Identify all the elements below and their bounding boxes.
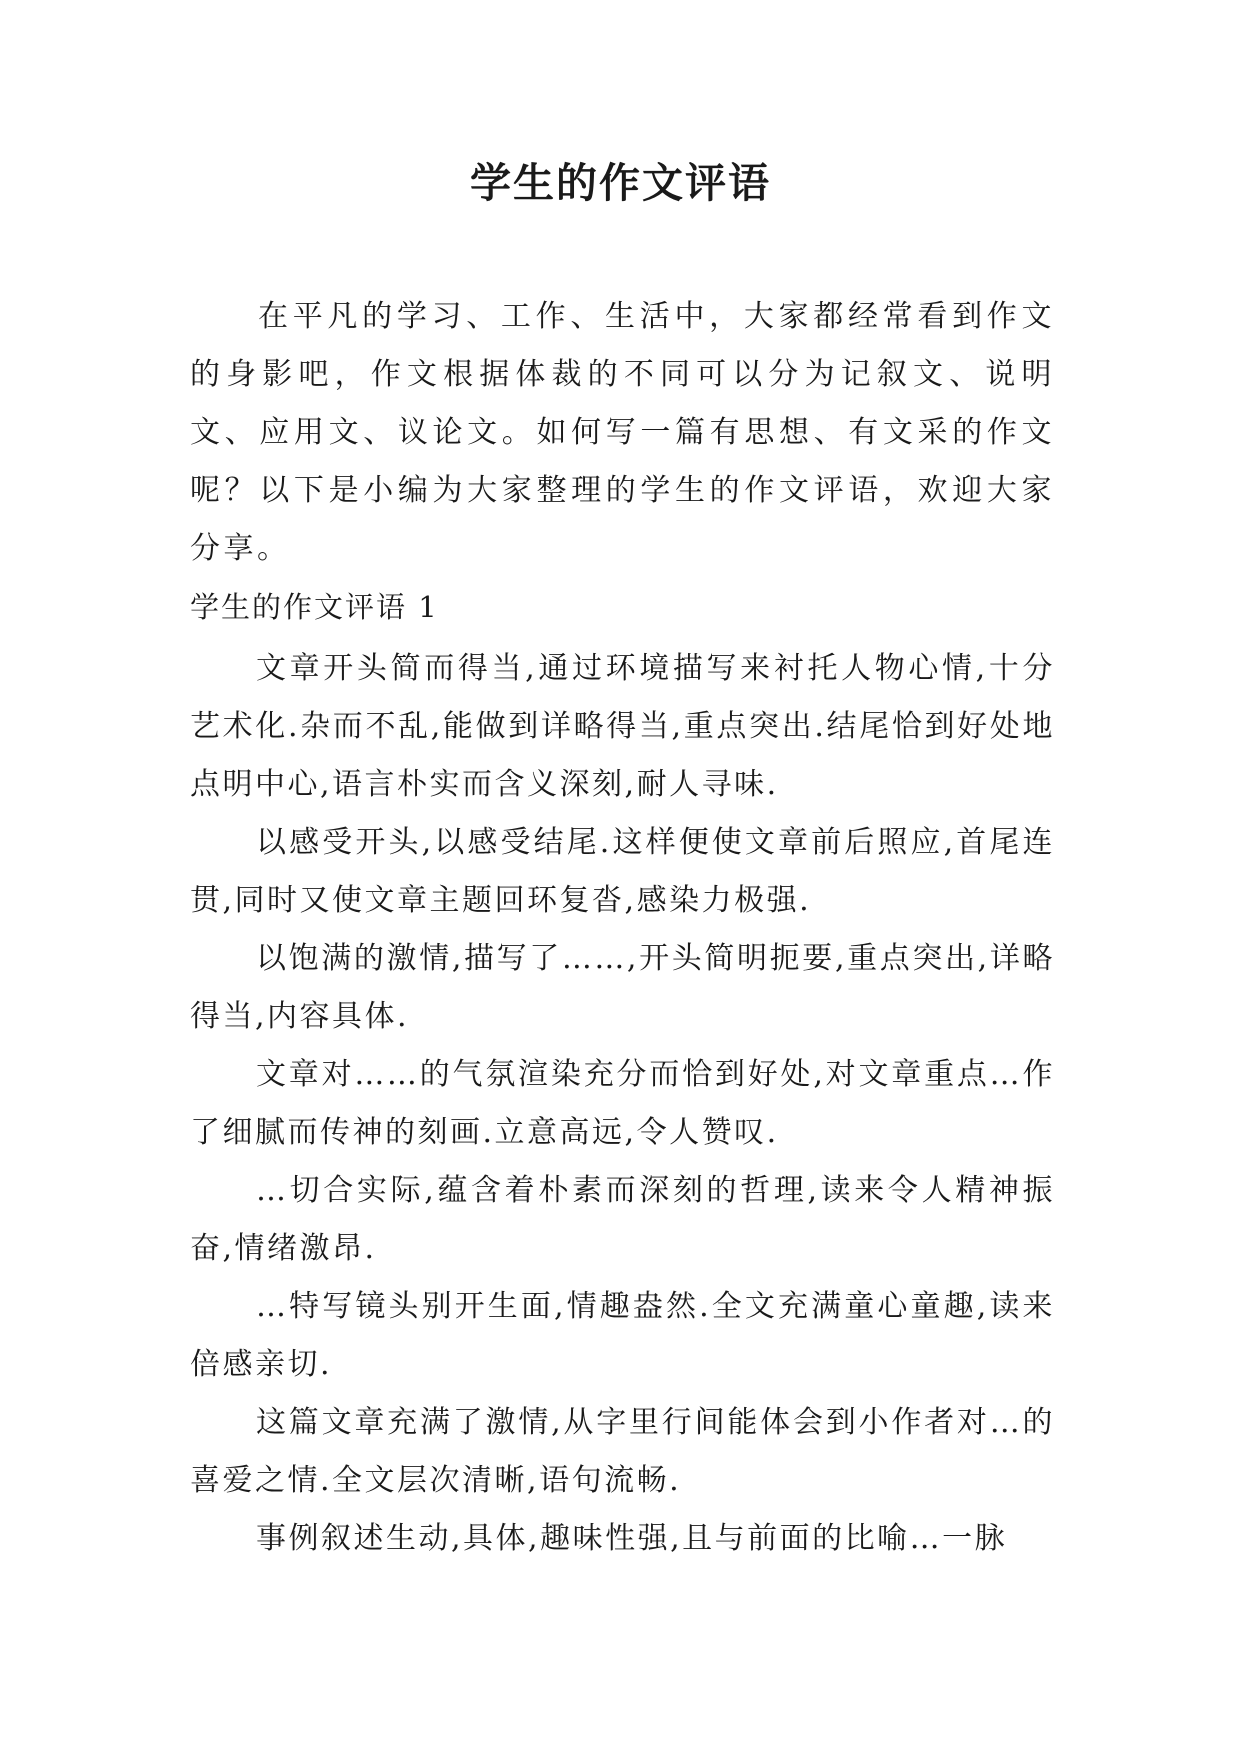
comment-paragraph-6: …特写镜头别开生面,情趣盎然.全文充满童心童趣,读来倍感亲切.: [190, 1289, 1055, 1382]
comment-paragraph-5: …切合实际,蕴含着朴素而深刻的哲理,读来令人精神振奋,情绪激昂.: [190, 1173, 1055, 1266]
intro-paragraph: 在平凡的学习、工作、生活中，大家都经常看到作文的身影吧，作文根据体裁的不同可以分为记叙文、说明文、应用文、议论文。如何写一篇有思想、有文采的作文呢？以下是小编为大家整理的学生的作文评语，欢迎大家分享。: [190, 299, 1055, 566]
comment-paragraph-8: 事例叙述生动,具体,趣味性强,且与前面的比喻…一脉: [256, 1521, 1008, 1556]
comment-paragraph-1: 文章开头简而得当,通过环境描写来衬托人物心情,十分艺术化.杂而不乱,能做到详略得当,重点突出.结尾恰到好处地点明中心,语言朴实而含义深刻,耐人寻味.: [190, 651, 1055, 802]
comment-paragraph-4: 文章对……的气氛渲染充分而恰到好处,对文章重点…作了细腻而传神的刻画.立意高远,令人赞叹.: [190, 1057, 1055, 1150]
comment-paragraph-7: 这篇文章充满了激情,从字里行间能体会到小作者对…的喜爱之情.全文层次清晰,语句流畅.: [190, 1405, 1055, 1498]
document-title: 学生的作文评语: [470, 159, 771, 207]
comments-section: [190, 640, 1055, 1568]
comment-paragraph-2: 以感受开头,以感受结尾.这样便使文章前后照应,首尾连贯,同时又使文章主题回环复沓,感染力极强.: [190, 825, 1055, 918]
comment-paragraph-3: 以饱满的激情,描写了……,开头简明扼要,重点突出,详略得当,内容具体.: [190, 941, 1055, 1034]
section-heading: 学生的作文评语 1: [190, 590, 439, 624]
intro-section: [190, 288, 1055, 578]
